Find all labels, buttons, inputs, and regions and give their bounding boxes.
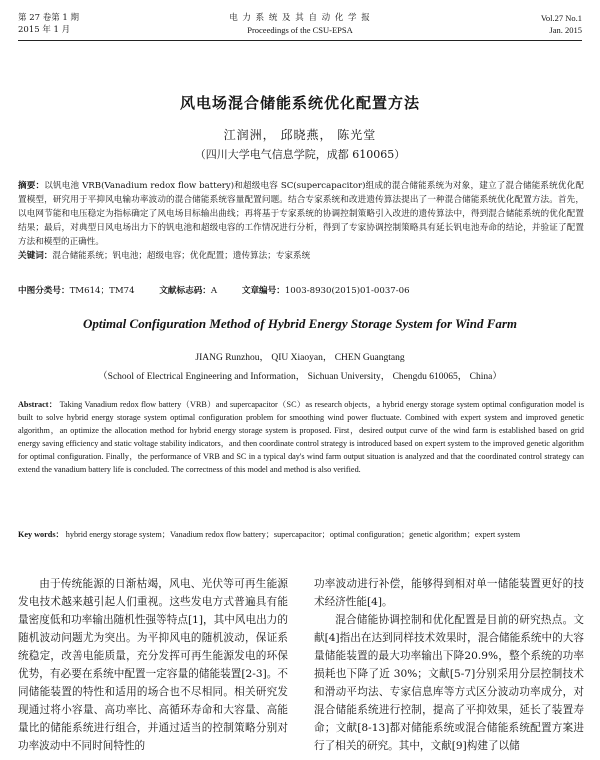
keywords-label-en: Key words： [18, 530, 64, 539]
abstract-text-cn: 以钒电池 VRB(Vanadium redox flow battery)和超级电容 SC(supercapacitor)组成的混合储能系统为对象，建立了混合储能系统优化配置模型，研究用于平抑风电输功率波动的混合储能系统容量配置问题。结合专家系统和改进遗传算法提出了一种混合储能系统优化配置方法。首先，以电网节能和电压稳定为指标确定了风电场目标输出曲线；再将基于专家系统的协调控制策略引入改进的遗传算法中，得到混合储能系统的优化配置结果；最后，对典型日风电场出力下的钒电池和超级电容的工作情况进行分析，得到了专家协调控制策略具有延长钒电池寿命的结论，并验证了配置方法和模型的正确性。 [18, 181, 584, 247]
journal-volume-en [541, 12, 582, 36]
body-paragraph: 混合储能协调控制和优化配置是目前的研究热点。文献[4]指出在达到同样技术效果时，混合储能系统中的大容量储能装置的最大功率输出下降20.9%，整个系统的功率损耗也下降了近 30%；文献[5-7]分别采用分层控制技术和滑动平均法、专家信息库等方式区分波动功率成分，对混合储能系统进行控制，提高了平抑效果，延长了装置寿命；文献[8-13]都对储能系统或混合储能系统配置方案进行了相关的研究。其中，文献[9]构建了以储 [314, 614, 584, 752]
journal-title-cn: 电 力 系 统 及 其 自 动 化 学 报 [229, 13, 371, 23]
class-number-value: TM614；TM74 [69, 286, 135, 296]
body-column-right [314, 575, 584, 755]
body-paragraph: 功率波动进行补偿，能够得到相对单一储能装置更好的技术经济性能[4]。 [314, 578, 584, 608]
doc-code [159, 286, 217, 296]
abstract-en [18, 398, 584, 476]
keywords-text-en: hybrid energy storage system；Vanadium redox flow battery；supercapacitor；optimal configuration；genetic algorithm；expert system [65, 530, 521, 539]
authors-cn: 江润洲， 邱晓燕， 陈光堂 [223, 128, 377, 142]
affiliation-cn: （四川大学电气信息学院，成都 610065） [194, 148, 406, 161]
body-column-left [18, 575, 288, 755]
journal-date-cn: 2015 年 1 月 [18, 25, 71, 35]
abstract-text-en: Taking Vanadium redox flow battery（VRB）and supercapacitor（SC）as research objects，a hybrid energy storage system optimal configuration model is built to solve hybrid energy storage system optimal configuration problem for smoothing wind power fluctuate. Combined with expert system and improved genetic algorithm，an optimize the allocation method for hybrid energy storage system is proposed. First，desired output curve of the wind farm is established based on grid energy saving efficiency and static voltage stability indicators，and then coordinate control strategy is introduced based on expert system to the improved genetic algorithm for optimal configuration. Finally，the performance of VRB and SC in a typical day's wind farm output situation is analyzed and that the coordinated control strategy can extend the vanadium battery life is concluded. The correctness of this model and method is also verified. [18, 400, 585, 474]
journal-title-en: Proceedings of the CSU-EPSA [247, 25, 353, 35]
class-number [18, 286, 135, 296]
doc-code-value: A [210, 286, 218, 296]
abstract-label-en: Abstract： [18, 400, 58, 409]
article-number-value: 1003-8930(2015)01-0037-06 [284, 286, 410, 296]
doc-code-label: 文献标志码： [159, 286, 211, 296]
header-rule [18, 40, 582, 41]
journal-volume-issue: 第 27 卷第 1 期 [18, 13, 80, 23]
paper-title-en: Optimal Configuration Method of Hybrid Energy Storage System for Wind Farm [82, 316, 518, 331]
class-number-label: 中图分类号： [18, 286, 70, 296]
abstract-label-cn: 摘要： [18, 181, 45, 191]
article-number-label: 文章编号： [241, 286, 285, 296]
keywords-text-cn: 混合储能系统；钒电池；超级电容；优化配置；遗传算法；专家系统 [52, 251, 311, 261]
paper-title-cn: 风电场混合储能系统优化配置方法 [179, 94, 420, 112]
affiliation-en: （School of Electrical Engineering and Information， Sichuan University， Chengdu 610065， China） [98, 372, 502, 382]
body-paragraph: 由于传统能源的日渐枯竭，风电、光伏等可再生能源发电技术越来越引起人们重视。这些发电方式普遍具有能量密度低和功率输出随机性强等特点[1]，其中风电出力的随机波动问题尤为突出。为平抑风电的随机波动，保证系统稳定，改善电能质量，充分发挥可再生能源发电的环保优势，有必要在系统中配置一定容量的储能装置[2-3]。不同储能装置的特性和适用的场合也不尽相同。相关研究发现通过将小容量、高功率比、高循环寿命和大容量、高能量比的储能系统进行组合，并通过适当的控制策略分别对功率波动中不同时间特性的 [18, 578, 288, 752]
volume-number-en: Vol.27 No.1 [540, 13, 582, 23]
authors-en: JIANG Runzhou， QIU Xiaoyan， CHEN Guangtang [195, 353, 405, 363]
abstract-cn [18, 179, 584, 263]
journal-title [18, 12, 582, 36]
running-header [18, 12, 582, 38]
keywords-label-cn: 关键词： [18, 251, 53, 261]
article-number [242, 286, 410, 296]
keywords-en [18, 528, 584, 541]
date-en: Jan. 2015 [549, 25, 582, 35]
classification-line [18, 284, 584, 296]
